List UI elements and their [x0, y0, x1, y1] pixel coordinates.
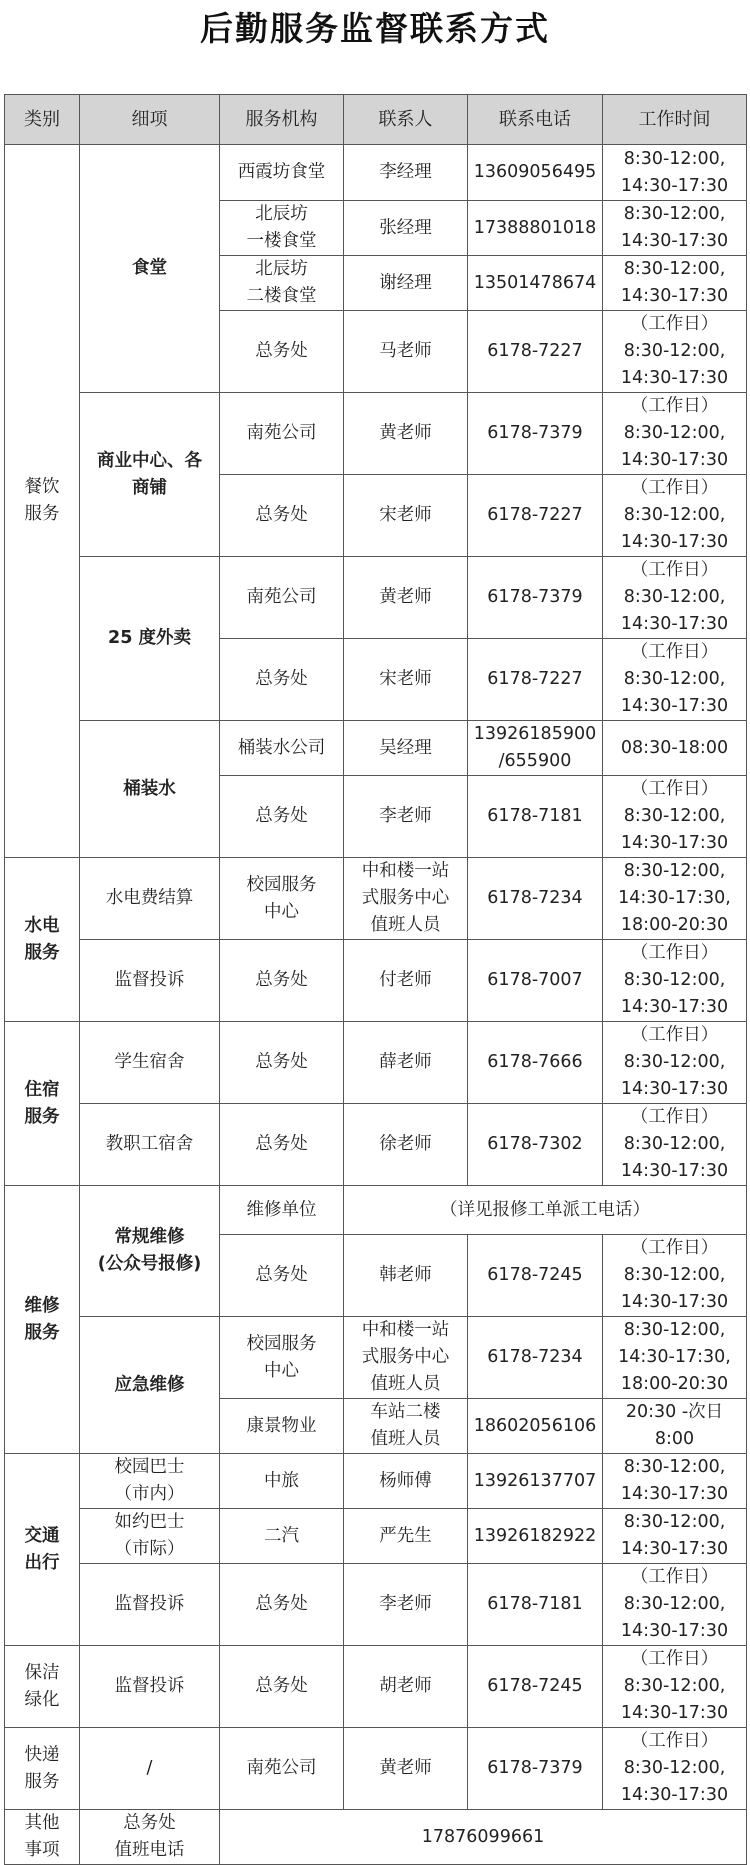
- category-cell: 其他 事项: [5, 1810, 80, 1865]
- contact-cell: 黄老师: [344, 1728, 468, 1810]
- phone-cell: 17388801018: [468, 201, 603, 256]
- hours-cell: 8:30-12:00, 14:30-17:30: [603, 145, 747, 201]
- org-cell: 总务处: [220, 940, 344, 1022]
- category-cell: 住宿 服务: [5, 1022, 80, 1186]
- hours-cell: 08:30-18:00: [603, 721, 747, 776]
- contact-cell: 宋老师: [344, 639, 468, 721]
- org-cell: 南苑公司: [220, 1728, 344, 1810]
- phone-cell: 6178-7379: [468, 1728, 603, 1810]
- contact-cell: 薛老师: [344, 1022, 468, 1104]
- header-item: 细项: [80, 95, 220, 145]
- org-cell: 南苑公司: [220, 393, 344, 475]
- contact-cell: 胡老师: [344, 1646, 468, 1728]
- org-cell: 校园服务 中心: [220, 1317, 344, 1399]
- phone-cell: 6178-7379: [468, 393, 603, 475]
- contact-cell: 付老师: [344, 940, 468, 1022]
- hours-cell: （工作日） 8:30-12:00, 14:30-17:30: [603, 311, 747, 393]
- category-cell: 快递 服务: [5, 1728, 80, 1810]
- hours-cell: （工作日） 8:30-12:00, 14:30-17:30: [603, 1646, 747, 1728]
- contact-cell: 徐老师: [344, 1104, 468, 1186]
- contact-cell: 张经理: [344, 201, 468, 256]
- item-cell: /: [80, 1728, 220, 1810]
- hours-cell: 8:30-12:00, 14:30-17:30: [603, 256, 747, 311]
- table-row: [5, 1454, 747, 1509]
- phone-cell: 13926137707: [468, 1454, 603, 1509]
- category-cell: 水电 服务: [5, 858, 80, 1022]
- item-cell: 监督投诉: [80, 940, 220, 1022]
- contact-cell: 李老师: [344, 1564, 468, 1646]
- hours-cell: （工作日） 8:30-12:00, 14:30-17:30: [603, 639, 747, 721]
- hours-cell: （工作日） 8:30-12:00, 14:30-17:30: [603, 1235, 747, 1317]
- contact-cell: 黄老师: [344, 557, 468, 639]
- contact-table: [4, 94, 747, 1865]
- header-hours: 工作时间: [603, 95, 747, 145]
- item-cell: 学生宿舍: [80, 1022, 220, 1104]
- table-row: [5, 393, 747, 475]
- merged-note-cell: （详见报修工单派工电话）: [344, 1186, 747, 1235]
- header-category: 类别: [5, 95, 80, 145]
- hours-cell: （工作日） 8:30-12:00, 14:30-17:30: [603, 1022, 747, 1104]
- phone-cell: 6178-7007: [468, 940, 603, 1022]
- hours-cell: 8:30-12:00, 14:30-17:30: [603, 1509, 747, 1564]
- contact-cell: 李经理: [344, 145, 468, 201]
- item-cell: 应急维修: [80, 1317, 220, 1454]
- hours-cell: （工作日） 8:30-12:00, 14:30-17:30: [603, 776, 747, 858]
- org-cell: 总务处: [220, 1564, 344, 1646]
- contact-cell: 车站二楼 值班人员: [344, 1399, 468, 1454]
- org-cell: 总务处: [220, 1646, 344, 1728]
- hours-cell: 8:30-12:00, 14:30-17:30, 18:00-20:30: [603, 1317, 747, 1399]
- org-cell: 康景物业: [220, 1399, 344, 1454]
- org-cell: 总务处: [220, 311, 344, 393]
- table-row: [5, 858, 747, 940]
- contact-cell: 李老师: [344, 776, 468, 858]
- item-cell: 监督投诉: [80, 1564, 220, 1646]
- hours-cell: 8:30-12:00, 14:30-17:30, 18:00-20:30: [603, 858, 747, 940]
- phone-cell: 6178-7302: [468, 1104, 603, 1186]
- org-cell: 二汽: [220, 1509, 344, 1564]
- phone-cell: 6178-7227: [468, 311, 603, 393]
- hours-cell: （工作日） 8:30-12:00, 14:30-17:30: [603, 475, 747, 557]
- item-cell: 如约巴士 （市际）: [80, 1509, 220, 1564]
- org-cell: 中旅: [220, 1454, 344, 1509]
- hours-cell: （工作日） 8:30-12:00, 14:30-17:30: [603, 1564, 747, 1646]
- org-cell: 校园服务 中心: [220, 858, 344, 940]
- page-title: 后勤服务监督联系方式: [200, 9, 550, 48]
- category-cell: 维修 服务: [5, 1186, 80, 1454]
- item-cell: 25 度外卖: [80, 557, 220, 721]
- org-cell: 总务处: [220, 475, 344, 557]
- org-cell: 北辰坊 二楼食堂: [220, 256, 344, 311]
- org-cell: 桶装水公司: [220, 721, 344, 776]
- item-cell: 桶装水: [80, 721, 220, 858]
- table-row: [5, 1810, 747, 1865]
- phone-cell: 13926182922: [468, 1509, 603, 1564]
- contact-cell: 韩老师: [344, 1235, 468, 1317]
- table-row: [5, 145, 747, 201]
- category-cell: 保洁 绿化: [5, 1646, 80, 1728]
- header-org: 服务机构: [220, 95, 344, 145]
- org-cell: 南苑公司: [220, 557, 344, 639]
- hours-cell: （工作日） 8:30-12:00, 14:30-17:30: [603, 1104, 747, 1186]
- hours-cell: 20:30 -次日 8:00: [603, 1399, 747, 1454]
- duty-phone-cell: 17876099661: [220, 1810, 747, 1865]
- item-cell: 监督投诉: [80, 1646, 220, 1728]
- org-cell: 总务处: [220, 1104, 344, 1186]
- table-row: [5, 1186, 747, 1235]
- contact-cell: 宋老师: [344, 475, 468, 557]
- hours-cell: 8:30-12:00, 14:30-17:30: [603, 1454, 747, 1509]
- category-cell: 餐饮 服务: [5, 145, 80, 858]
- phone-cell: 6178-7666: [468, 1022, 603, 1104]
- hours-cell: （工作日） 8:30-12:00, 14:30-17:30: [603, 393, 747, 475]
- phone-cell: 13501478674: [468, 256, 603, 311]
- org-cell: 西霞坊食堂: [220, 145, 344, 201]
- phone-cell: 6178-7245: [468, 1235, 603, 1317]
- phone-cell: 6178-7234: [468, 1317, 603, 1399]
- item-cell: 教职工宿舍: [80, 1104, 220, 1186]
- contact-cell: 黄老师: [344, 393, 468, 475]
- item-cell: 水电费结算: [80, 858, 220, 940]
- header-contact: 联系人: [344, 95, 468, 145]
- header-row: [5, 95, 747, 145]
- table-row: [5, 940, 747, 1022]
- table-row: [5, 1509, 747, 1564]
- table-row: [5, 721, 747, 776]
- contact-cell: 严先生: [344, 1509, 468, 1564]
- contact-cell: 吴经理: [344, 721, 468, 776]
- hours-cell: （工作日） 8:30-12:00, 14:30-17:30: [603, 940, 747, 1022]
- phone-cell: 18602056106: [468, 1399, 603, 1454]
- contact-cell: 谢经理: [344, 256, 468, 311]
- item-cell: 商业中心、各 商铺: [80, 393, 220, 557]
- org-cell: 总务处: [220, 1235, 344, 1317]
- hours-cell: 8:30-12:00, 14:30-17:30: [603, 201, 747, 256]
- phone-cell: 6178-7181: [468, 1564, 603, 1646]
- org-cell: 维修单位: [220, 1186, 344, 1235]
- header-phone: 联系电话: [468, 95, 603, 145]
- org-cell: 北辰坊 一楼食堂: [220, 201, 344, 256]
- table-row: [5, 557, 747, 639]
- phone-cell: 6178-7234: [468, 858, 603, 940]
- item-cell: 校园巴士 （市内）: [80, 1454, 220, 1509]
- table-row: [5, 1022, 747, 1104]
- item-cell: 食堂: [80, 145, 220, 393]
- org-cell: 总务处: [220, 776, 344, 858]
- contact-cell: 杨师傅: [344, 1454, 468, 1509]
- contact-cell: 马老师: [344, 311, 468, 393]
- org-cell: 总务处: [220, 1022, 344, 1104]
- phone-cell: 6178-7379: [468, 557, 603, 639]
- phone-cell: 6178-7227: [468, 475, 603, 557]
- table-row: [5, 1564, 747, 1646]
- hours-cell: （工作日） 8:30-12:00, 14:30-17:30: [603, 557, 747, 639]
- phone-cell: 13926185900 /655900: [468, 721, 603, 776]
- org-cell: 总务处: [220, 639, 344, 721]
- item-cell: 常规维修 (公众号报修): [80, 1186, 220, 1317]
- table-row: [5, 1104, 747, 1186]
- phone-cell: 6178-7227: [468, 639, 603, 721]
- table-row: [5, 1317, 747, 1399]
- table-row: [5, 1646, 747, 1728]
- phone-cell: 6178-7181: [468, 776, 603, 858]
- category-cell: 交通 出行: [5, 1454, 80, 1646]
- phone-cell: 13609056495: [468, 145, 603, 201]
- contact-cell: 中和楼一站 式服务中心 值班人员: [344, 858, 468, 940]
- table-row: [5, 1728, 747, 1810]
- phone-cell: 6178-7245: [468, 1646, 603, 1728]
- hours-cell: （工作日） 8:30-12:00, 14:30-17:30: [603, 1728, 747, 1810]
- item-cell: 总务处 值班电话: [80, 1810, 220, 1865]
- contact-cell: 中和楼一站 式服务中心 值班人员: [344, 1317, 468, 1399]
